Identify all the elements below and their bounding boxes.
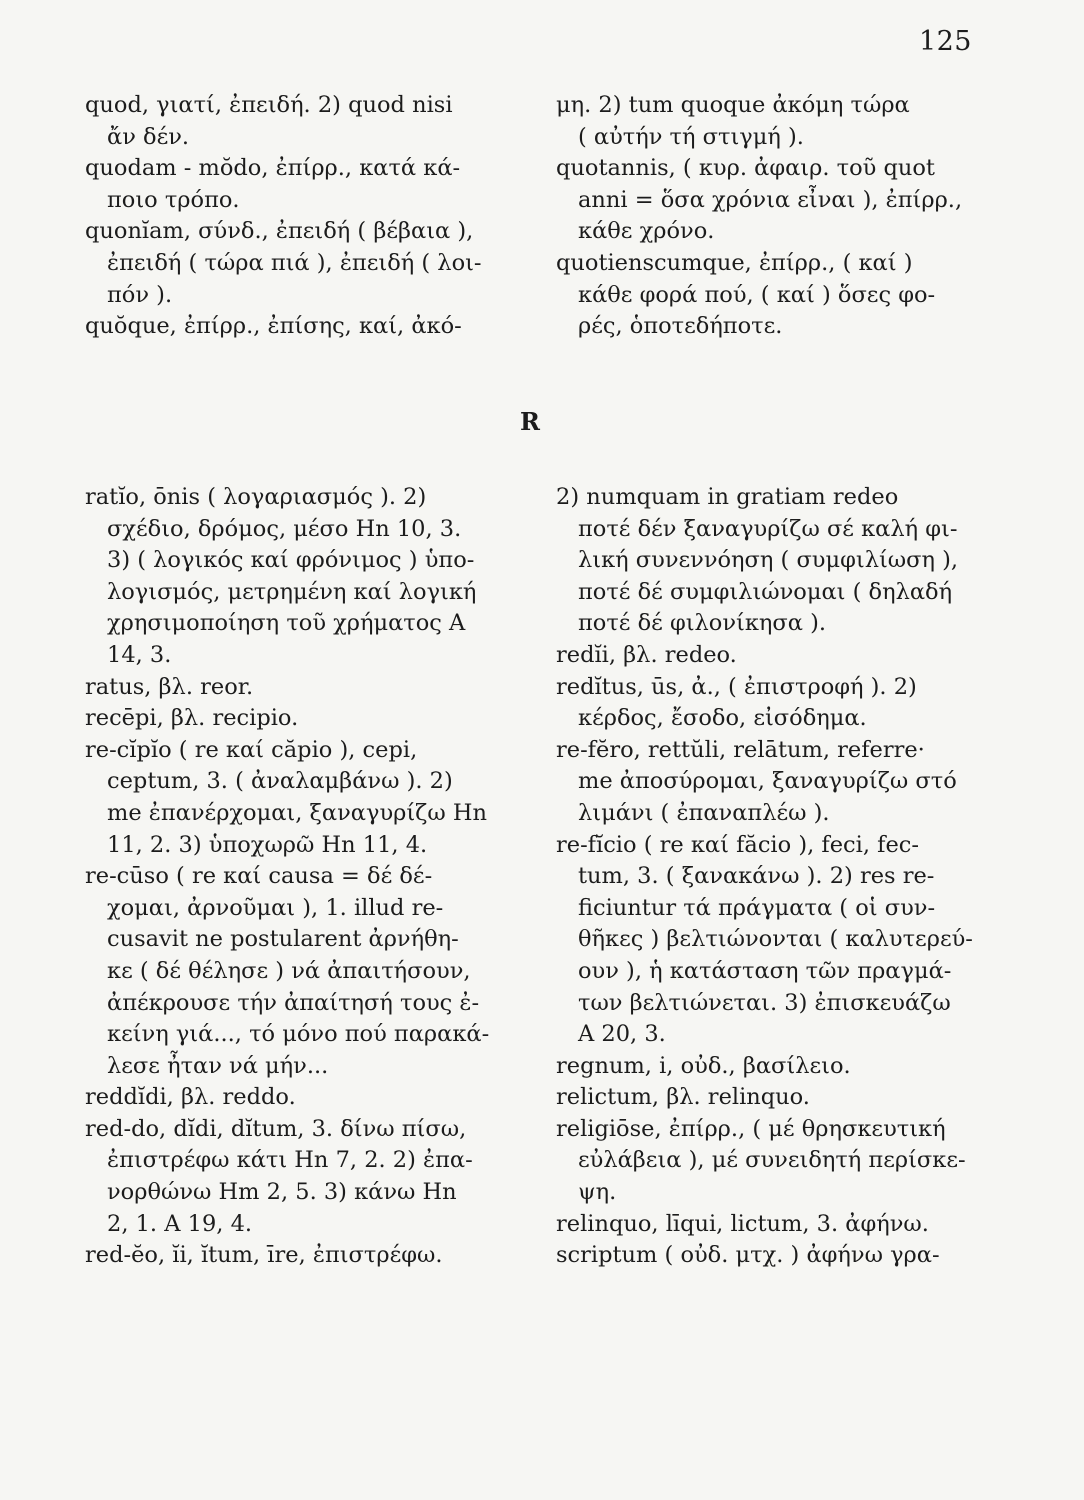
- dictionary-line: θῆκες ) βελτιώνονται ( καλυτερεύ-: [578, 926, 973, 953]
- dictionary-line: religiōse, ἐπίρρ., ( μέ θρησκευτική: [556, 1115, 946, 1142]
- page-number: 125: [918, 26, 972, 57]
- dictionary-line: quonĭam, σύνδ., ἐπειδή ( βέβαια ),: [85, 218, 474, 245]
- dictionary-line: red-do, dĭdi, dĭtum, 3. δίνω πίσω,: [85, 1115, 467, 1142]
- dictionary-line: 2, 1. A 19, 4.: [107, 1210, 253, 1237]
- dictionary-line: 11, 2. 3) ὑποχωρῶ Hn 11, 4.: [107, 831, 428, 858]
- dictionary-line: λογισμός, μετρημένη καί λογική: [107, 578, 477, 605]
- column-right-top: [556, 90, 986, 343]
- dictionary-line: A 20, 3.: [578, 1021, 666, 1048]
- dictionary-line: ψη.: [578, 1179, 617, 1206]
- column-left-bottom: [85, 482, 515, 1272]
- dictionary-line: μη. 2) tum quoque ἀκόμη τώρα: [556, 92, 910, 118]
- column-left-top: [85, 90, 515, 343]
- dictionary-line: χομαι, ἀρνοῦμαι ), 1. illud re-: [107, 894, 444, 921]
- dictionary-line: quotannis, ( κυρ. ἀφαιρ. τοῦ quot: [556, 155, 935, 182]
- dictionary-line: redĭtus, ūs, ἀ., ( ἐπιστροφή ). 2): [556, 673, 917, 700]
- dictionary-line: redĭi, βλ. redeo.: [556, 641, 737, 668]
- dictionary-line: λική συνεννόηση ( συμφιλίωση ),: [578, 547, 959, 574]
- dictionary-line: ( αὐτήν τή στιγμή ).: [578, 123, 804, 150]
- dictionary-line: red-ĕo, ĭi, ĭtum, īre, ἐπιστρέφω.: [85, 1242, 443, 1269]
- dictionary-line: κάθε φορά πού, ( καί ) ὅσες φο-: [578, 281, 936, 308]
- dictionary-line: tum, 3. ( ξανακάνω ). 2) res re-: [578, 863, 935, 890]
- dictionary-line: χρησιμοποίηση τοῦ χρήματος A: [107, 610, 466, 637]
- dictionary-line: κάθε χρόνο.: [578, 218, 715, 245]
- dictionary-line: νορθώνω Hm 2, 5. 3) κάνω Hn: [107, 1179, 457, 1206]
- dictionary-line: σχέδιο, δρόμος, μέσο Hn 10, 3.: [107, 515, 462, 542]
- dictionary-line: 2) numquam in gratiam redeo: [556, 484, 899, 510]
- dictionary-line: reddĭdi, βλ. reddo.: [85, 1084, 296, 1111]
- dictionary-line: re-fĭcio ( re καί făcio ), feci, fec-: [556, 831, 919, 858]
- dictionary-line: των βελτιώνεται. 3) ἐπισκευάζω: [578, 989, 951, 1016]
- dictionary-line: regnum, i, οὐδ., βασίλειο.: [556, 1052, 851, 1079]
- dictionary-line: me ἐπανέρχομαι, ξαναγυρίζω Hn: [107, 799, 487, 826]
- column-right-bottom: [556, 482, 986, 1272]
- dictionary-line: scriptum ( οὐδ. μτχ. ) ἀφήνω γρα-: [556, 1242, 940, 1269]
- section-letter: R: [520, 407, 540, 436]
- dictionary-line: me ἀποσύρομαι, ξαναγυρίζω στό: [578, 768, 957, 795]
- dictionary-line: quŏque, ἐπίρρ., ἐπίσης, καί, ἀκό-: [85, 313, 462, 340]
- dictionary-line: ἐπιστρέφω κάτι Hn 7, 2. 2) ἐπα-: [107, 1147, 473, 1174]
- dictionary-line: ratĭo, ōnis ( λογαριασμός ). 2): [85, 484, 427, 510]
- dictionary-line: κε ( δέ θέλησε ) νά ἀπαιτήσουν,: [107, 957, 471, 984]
- dictionary-line: 3) ( λογικός καί φρόνιμος ) ὑπο-: [107, 547, 475, 574]
- dictionary-line: κέρδος, ἔσοδο, εἰσόδημα.: [578, 705, 867, 732]
- dictionary-line: ἄν δέν.: [107, 123, 190, 150]
- dictionary-line: cusavit ne postularent ἀρνήθη-: [107, 926, 459, 953]
- dictionary-line: relictum, βλ. relinquo.: [556, 1084, 810, 1111]
- dictionary-line: quodam - mŏdo, ἐπίρρ., κατά κά-: [85, 155, 461, 182]
- dictionary-line: re-fĕro, rettŭli, relātum, referre·: [556, 736, 925, 763]
- dictionary-line: πόν ).: [107, 281, 173, 308]
- dictionary-line: ficiuntur τά πράγματα ( οἱ συν-: [578, 894, 936, 921]
- dictionary-line: re-cĭpĭo ( re καί căpio ), cepi,: [85, 736, 418, 763]
- dictionary-line: relinquo, līqui, lictum, 3. ἀφήνω.: [556, 1210, 929, 1237]
- dictionary-line: ἀπέκρουσε τήν ἀπαίτησή τους ἐ-: [107, 989, 480, 1016]
- dictionary-line: ποτέ δέ φιλονίκησα ).: [578, 610, 827, 637]
- dictionary-line: λεσε ἦταν νά μήν...: [107, 1052, 329, 1079]
- dictionary-line: ποτέ δέ συμφιλιώνομαι ( δηλαδή: [578, 578, 953, 605]
- dictionary-line: quotienscumque, ἐπίρρ., ( καί ): [556, 249, 913, 276]
- dictionary-line: 14, 3.: [107, 641, 172, 668]
- dictionary-line: anni = ὅσα χρόνια εἶναι ), ἐπίρρ.,: [578, 186, 963, 213]
- dictionary-line: εὐλάβεια ), μέ συνειδητή περίσκε-: [578, 1147, 966, 1174]
- dictionary-line: ἐπειδή ( τώρα πιά ), ἐπειδή ( λοι-: [107, 249, 482, 276]
- dictionary-line: ρές, ὁποτεδήποτε.: [578, 313, 783, 340]
- dictionary-line: λιμάνι ( ἐπαναπλέω ).: [578, 799, 830, 826]
- dictionary-line: ratus, βλ. reor.: [85, 673, 254, 700]
- dictionary-line: ποτέ δέν ξαναγυρίζω σέ καλή φι-: [578, 515, 958, 542]
- dictionary-line: re-cūso ( re καί causa = δέ δέ-: [85, 863, 433, 890]
- dictionary-line: recēpi, βλ. recipio.: [85, 705, 299, 732]
- dictionary-line: ceptum, 3. ( ἀναλαμβάνω ). 2): [107, 768, 453, 795]
- dictionary-line: κείνη γιά..., τό μόνο πού παρακά-: [107, 1021, 490, 1048]
- dictionary-line: ουν ), ἡ κατάσταση τῶν πραγμά-: [578, 957, 952, 984]
- dictionary-line: quod, γιατί, ἐπειδή. 2) quod nisi: [85, 92, 453, 118]
- dictionary-line: ποιο τρόπο.: [107, 186, 240, 213]
